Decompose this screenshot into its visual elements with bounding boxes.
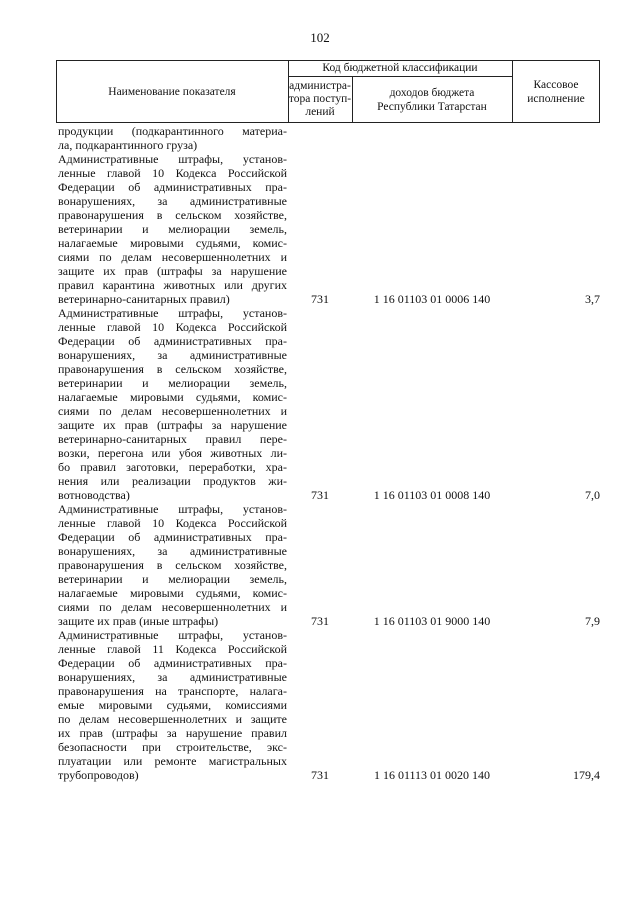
- description-line: вонарушениях, за административные: [58, 348, 287, 362]
- row-administrator-code: 731: [311, 292, 329, 306]
- description-line: правонарушения в сельском хозяйстве,: [58, 558, 287, 572]
- header-execution: [512, 61, 600, 123]
- row-description: [56, 152, 288, 306]
- description-line: налагаемые мировыми судьями, комис-: [58, 236, 287, 250]
- row-values: [288, 488, 600, 502]
- header-code-underline: [288, 76, 512, 77]
- table-row: [56, 306, 600, 502]
- description-line: возки, перегона или убоя животных ли-: [58, 446, 287, 460]
- description-line: ленные главой 11 Кодекса Российской: [58, 642, 287, 656]
- description-line: Административные штрафы, установ-: [58, 306, 287, 320]
- description-line: Федерации об административных пра-: [58, 530, 287, 544]
- row-amount: 179,4: [573, 768, 600, 782]
- description-line: сиями по делам несовершеннолетних и: [58, 404, 287, 418]
- description-line: ветеринарии и мелиорации земель,: [58, 572, 287, 586]
- table-body: [56, 124, 600, 782]
- description-line: их прав (штрафы за нарушение правил: [58, 726, 287, 740]
- description-line: вонарушениях, за административные: [58, 544, 287, 558]
- row-income-code: 1 16 01103 01 9000 140: [373, 614, 491, 628]
- row-income-code: 1 16 01113 01 0020 140: [373, 768, 491, 782]
- description-line: правонарушения на транспорте, налага-: [58, 684, 287, 698]
- row-administrator-code: 731: [311, 768, 329, 782]
- description-line: налагаемые мировыми судьями, комис-: [58, 586, 287, 600]
- row-values: [288, 768, 600, 782]
- description-line: правонарушения в сельском хозяйстве,: [58, 362, 287, 376]
- description-line: сиями по делам несовершеннолетних и: [58, 600, 287, 614]
- table-row: [56, 628, 600, 782]
- row-income-code: 1 16 01103 01 0008 140: [373, 488, 491, 502]
- header-border-right: [599, 61, 600, 123]
- description-line: Федерации об административных пра-: [58, 180, 287, 194]
- header-administrator: [288, 76, 352, 123]
- description-line: Федерации об административных пра-: [58, 656, 287, 670]
- row-description: [56, 628, 288, 782]
- row-administrator-code: 731: [311, 614, 329, 628]
- description-line: ветеринарии и мелиорации земель,: [58, 376, 287, 390]
- row-values: [288, 138, 600, 152]
- header-border-left: [56, 61, 57, 123]
- row-amount: 7,0: [585, 488, 600, 502]
- description-line: плуатации или ремонте магистральных: [58, 754, 287, 768]
- header-execution-label: Кассовое исполнение: [527, 79, 585, 105]
- header-border-bottom: [56, 122, 600, 123]
- description-line: Административные штрафы, установ-: [58, 152, 287, 166]
- row-amount: 3,7: [585, 292, 600, 306]
- description-line: бо правил заготовки, переработки, хра-: [58, 460, 287, 474]
- page-number: 102: [310, 30, 330, 45]
- description-line: вонарушениях, за административные: [58, 194, 287, 208]
- description-line: вотноводства): [58, 488, 130, 502]
- table-row: [56, 124, 600, 152]
- row-description: [56, 124, 288, 152]
- row-description: [56, 306, 288, 502]
- header-name: [56, 61, 288, 123]
- description-line: правил карантина животных или других: [58, 278, 287, 292]
- description-line: ла, подкарантинного груза): [58, 138, 198, 152]
- description-line: ленные главой 10 Кодекса Российской: [58, 516, 287, 530]
- header-divider-1: [288, 61, 289, 123]
- description-line: ленные главой 10 Кодекса Российской: [58, 166, 287, 180]
- description-line: ветеринарии и мелиорации земель,: [58, 222, 287, 236]
- description-line: трубопроводов): [58, 768, 139, 782]
- description-line: безопасности при строительстве, экс-: [58, 740, 287, 754]
- description-line: Федерации об административных пра-: [58, 334, 287, 348]
- description-line: емые мировыми судьями, комиссиями: [58, 698, 287, 712]
- description-line: ветеринарно-санитарных правил пере-: [58, 432, 287, 446]
- row-administrator-code: 731: [311, 488, 329, 502]
- header-name-label: Наименование показателя: [108, 86, 236, 98]
- description-line: вонарушениях, за административные: [58, 670, 287, 684]
- description-line: ленные главой 10 Кодекса Российской: [58, 320, 287, 334]
- description-line: по делам несовершеннолетних и защите: [58, 712, 287, 726]
- description-line: ветеринарно-санитарных правил): [58, 292, 230, 306]
- description-line: правонарушения в сельском хозяйстве,: [58, 208, 287, 222]
- description-line: Административные штрафы, установ-: [58, 502, 287, 516]
- description-line: Административные штрафы, установ-: [58, 628, 287, 642]
- header-budget-code: Код бюджетной классификации: [322, 62, 478, 74]
- header-income-label: доходов бюджета Республики Татарстан: [377, 86, 487, 113]
- row-income-code: 1 16 01103 01 0006 140: [373, 292, 491, 306]
- header-divider-3: [512, 61, 513, 123]
- row-values: [288, 292, 600, 306]
- table-header: [56, 60, 600, 123]
- description-line: защите их прав (штрафы за нарушение: [58, 418, 287, 432]
- table-row: [56, 152, 600, 306]
- description-line: защите их прав (иные штрафы): [58, 614, 219, 628]
- description-line: продукции (подкарантинного материа-: [58, 124, 287, 138]
- table-row: [56, 502, 600, 628]
- description-line: нения или реализации продуктов жи-: [58, 474, 287, 488]
- row-values: [288, 614, 600, 628]
- description-line: сиями по делам несовершеннолетних и: [58, 250, 287, 264]
- header-income: [352, 76, 512, 123]
- description-line: защите их прав (штрафы за нарушение: [58, 264, 287, 278]
- row-description: [56, 502, 288, 628]
- row-amount: 7,9: [585, 614, 600, 628]
- header-divider-2: [352, 76, 353, 123]
- description-line: налагаемые мировыми судьями, комис-: [58, 390, 287, 404]
- header-administrator-label: администра- тора поступ- лений: [288, 80, 352, 118]
